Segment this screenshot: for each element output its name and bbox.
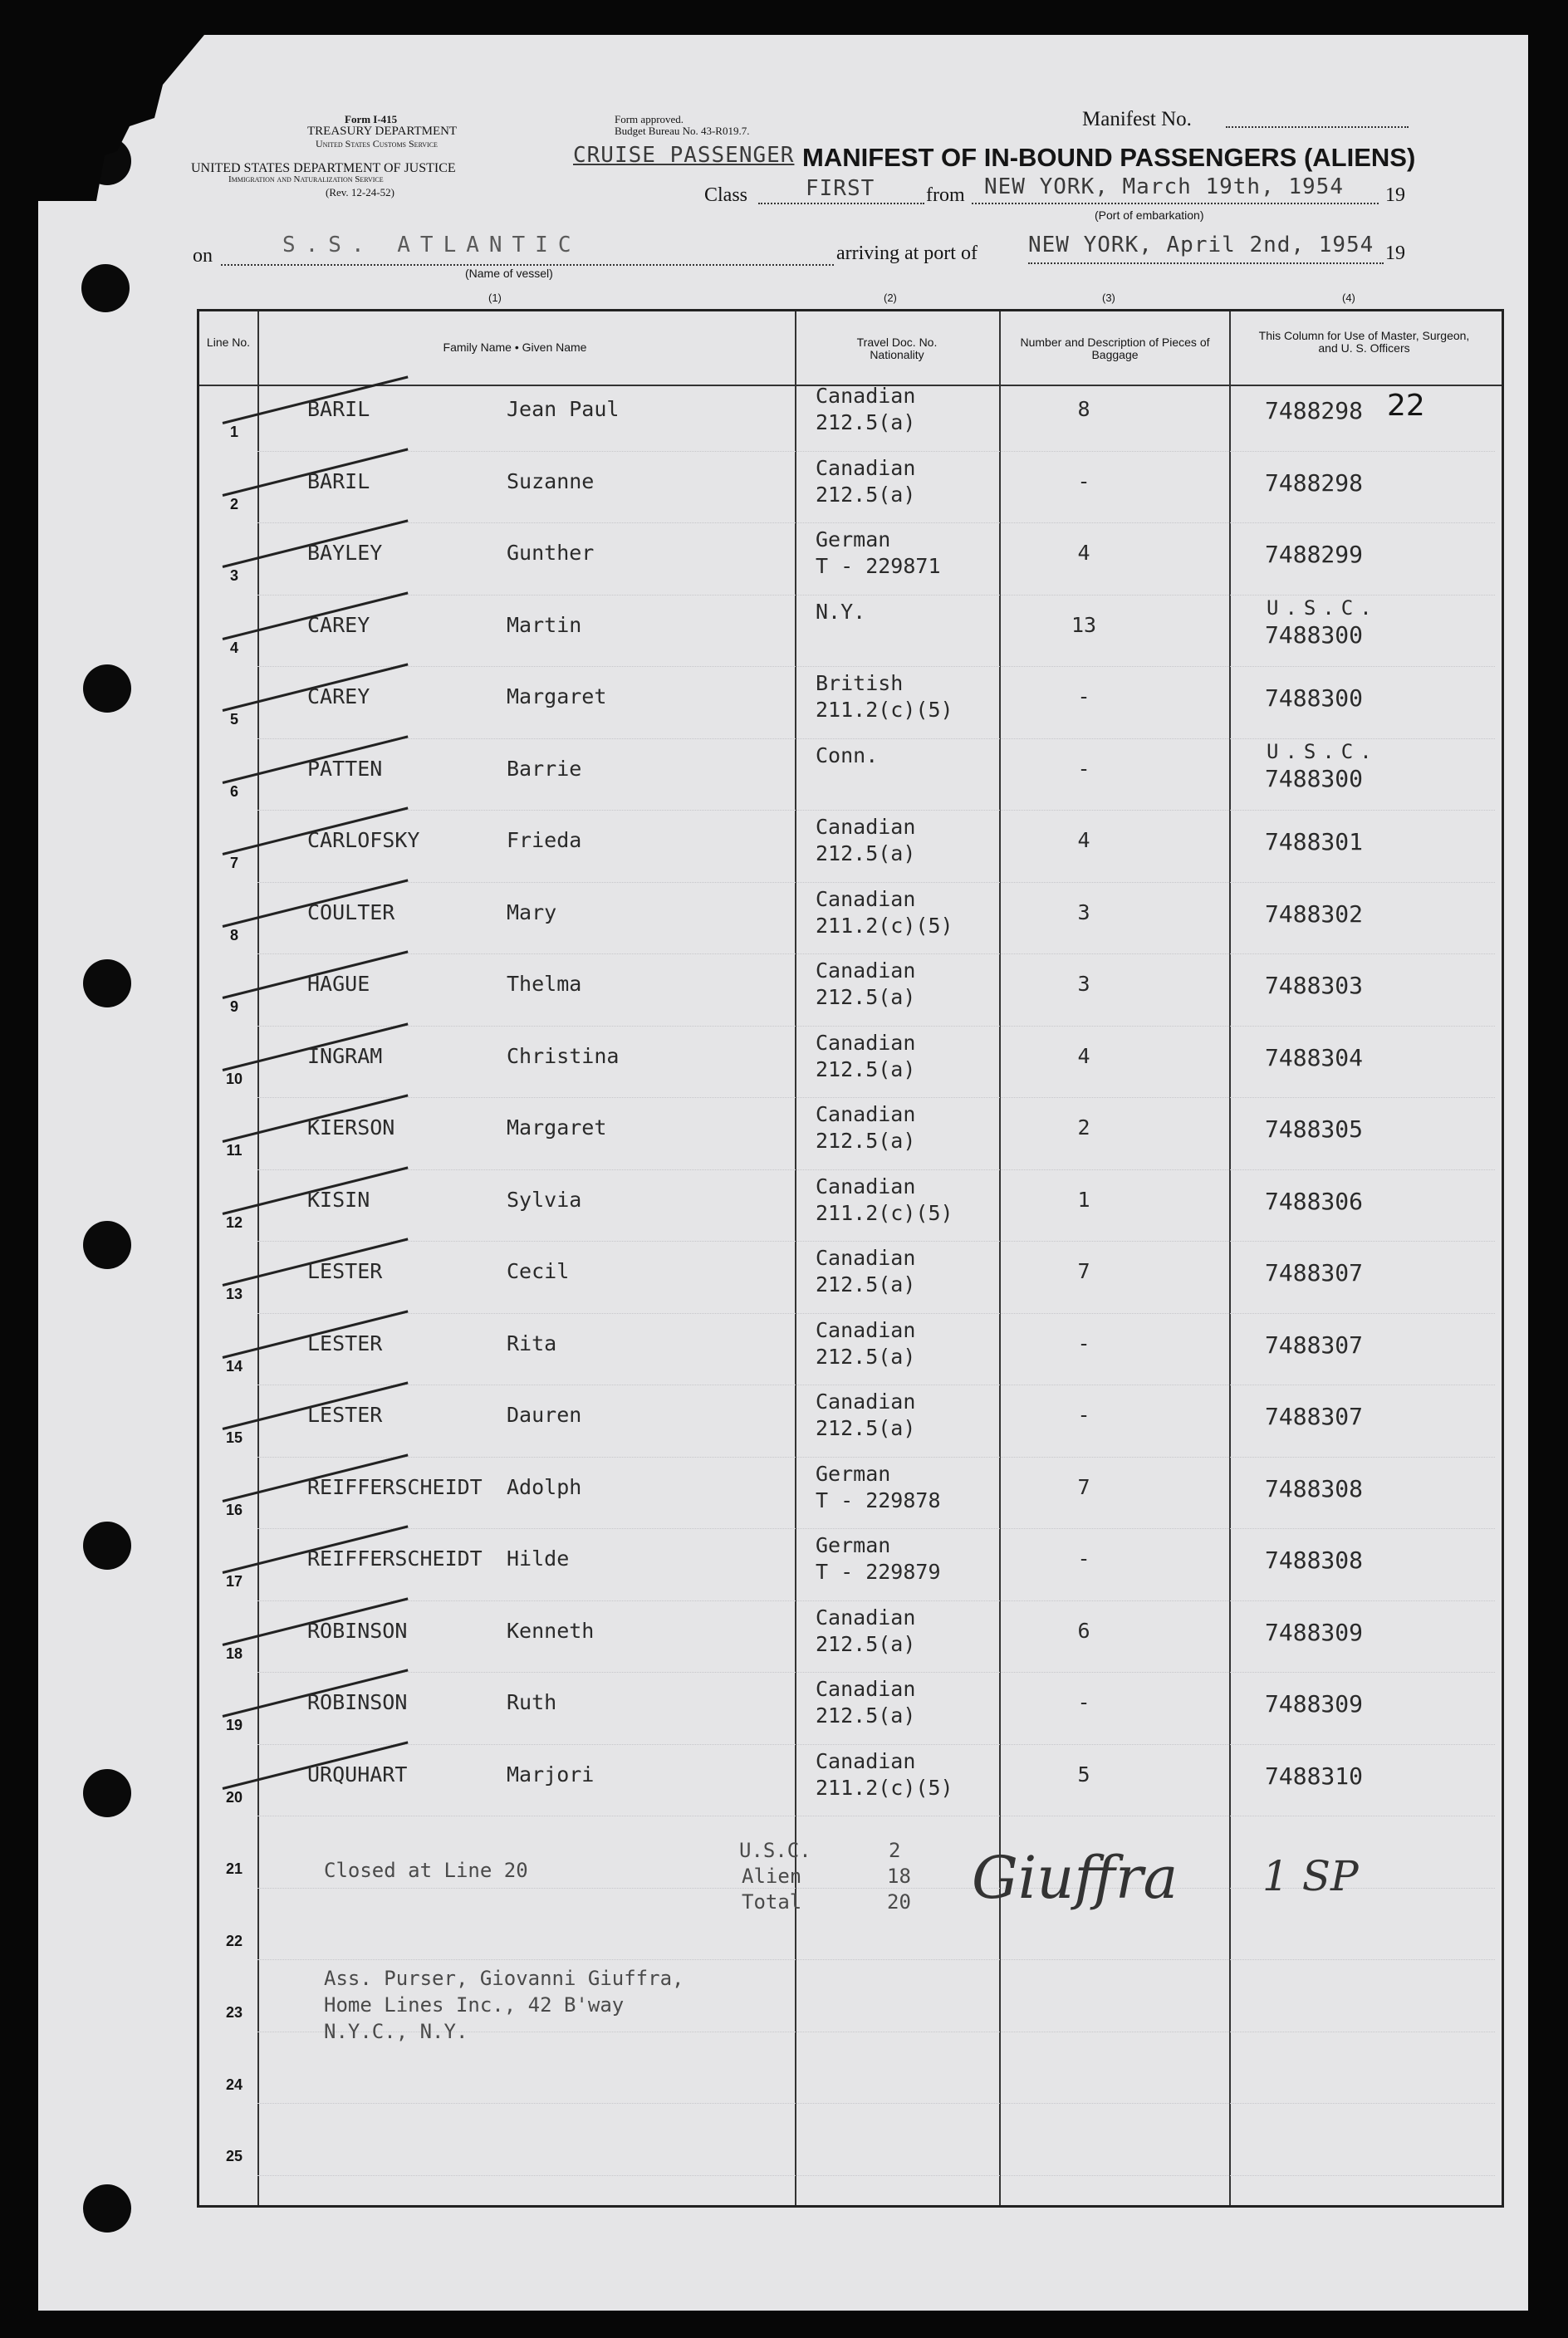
travel-doc-line-2: 212.5(a) [816,1631,916,1656]
col-name: Family Name • Given Name [443,341,587,354]
line-number: 2 [229,495,238,512]
passenger-given-name: Margaret [507,684,607,708]
row-separator [257,1600,1495,1601]
baggage-count: - [1077,468,1090,493]
line-number: 21 [225,1860,243,1877]
ins-label: Immigration and Naturalization Service [228,174,384,184]
passenger-given-name: Rita [507,1331,557,1355]
travel-doc-line-1: German [816,527,891,551]
passenger-family-name: LESTER [307,1403,383,1427]
officer-ticket-number: 7488300 [1265,620,1364,649]
purser-line-2: Home Lines Inc., 42 B'way [324,1993,625,2017]
travel-doc-line-1: Canadian [816,1246,916,1270]
travel-doc-line-1: German [816,1461,891,1486]
page-number: 22 [1387,389,1425,423]
travel-doc-line-1: Canadian [816,958,916,983]
officer-note: U.S.C. [1267,596,1379,620]
travel-doc-line-1: Canadian [816,815,916,839]
travel-doc-line-2: 211.2(c)(5) [816,913,953,938]
passenger-given-name: Gunther [507,541,595,565]
total-label: Total [742,1890,802,1914]
officer-ticket-number: 7488308 [1265,1546,1364,1574]
row-separator [257,1097,1495,1098]
passenger-given-name: Sylvia [507,1187,582,1212]
line-number: 9 [229,998,238,1015]
travel-doc-line-1: German [816,1533,891,1557]
row-separator [257,1672,1495,1673]
line-number: 13 [225,1286,243,1302]
travel-doc-line-1: Canadian [816,1748,916,1773]
line-number: 5 [229,711,238,728]
passenger-given-name: Thelma [507,972,582,996]
travel-doc-line-2: T - 229871 [816,554,941,578]
line-number: 19 [225,1717,243,1733]
budget-label: Budget Bureau No. 43-R019.7. [615,125,750,137]
row-separator [257,953,1495,954]
row-separator [257,1528,1495,1529]
row-separator [257,595,1495,596]
passenger-given-name: Ruth [507,1690,557,1714]
col-num-2: (2) [884,292,897,304]
row-separator [257,1241,1495,1242]
manifest-no-field [1226,126,1409,128]
passenger-family-name: LESTER [307,1259,383,1283]
passenger-family-name: BARIL [307,397,370,421]
travel-doc-line-2: 212.5(a) [816,1344,916,1369]
class-value: FIRST [806,176,875,201]
travel-doc-line-1: Canadian [816,1390,916,1414]
year-suffix-2: 19 [1385,243,1405,264]
punch-hole [83,2184,131,2233]
travel-doc-line-1: Canadian [816,886,916,911]
passenger-given-name: Kenneth [507,1618,595,1643]
officer-ticket-number: 7488308 [1265,1474,1364,1502]
travel-doc-line-2: 212.5(a) [816,841,916,865]
line-number: 24 [225,2076,243,2093]
passenger-family-name: PATTEN [307,756,383,781]
total-value: 20 [887,1890,911,1914]
col-baggage: Number and Description of Pieces of Baggage [1020,336,1210,361]
officer-ticket-number: 7488305 [1265,1115,1364,1143]
row-separator [257,666,1495,667]
punch-hole [83,1522,131,1570]
row-separator [257,2175,1495,2176]
passenger-given-name: Hilde [507,1546,570,1571]
punch-hole [83,664,131,713]
col-num-4: (4) [1342,292,1355,304]
purser-line-3: N.Y.C., N.Y. [324,2020,468,2043]
line-number: 22 [225,1932,243,1949]
treasury-label: TREASURY DEPARTMENT [307,125,458,138]
travel-doc-line-1: Canadian [816,1030,916,1055]
row-separator [257,2103,1495,2104]
officer-ticket-number: 7488310 [1265,1762,1364,1790]
baggage-count: - [1077,1403,1090,1427]
passenger-given-name: Dauren [507,1403,582,1427]
passenger-given-name: Martin [507,612,582,637]
port-embarkation-caption: (Port of embarkation) [1095,208,1204,222]
arriving-label: arriving at port of [836,243,978,264]
travel-doc-line-2: T - 229879 [816,1560,941,1584]
travel-doc-line-2: 211.2(c)(5) [816,1200,953,1225]
officer-ticket-number: 7488300 [1265,764,1364,792]
travel-doc-line-1: N.Y. [816,599,866,624]
passenger-given-name: Jean Paul [507,397,620,421]
row-separator [257,522,1495,523]
travel-doc-line-2: T - 229878 [816,1488,941,1512]
officer-ticket-number: 7488307 [1265,1259,1364,1287]
travel-doc-line-2: 211.2(c)(5) [816,1775,953,1800]
officer-ticket-number: 7488304 [1265,1043,1364,1071]
baggage-count: 7 [1077,1259,1090,1283]
baggage-count: 7 [1077,1474,1090,1499]
officer-ticket-number: 7488298 [1265,468,1364,497]
travel-doc-line-1: Canadian [816,455,916,480]
baggage-count: - [1077,1546,1090,1571]
line-number: 8 [229,926,238,944]
travel-doc-line-2: 212.5(a) [816,1056,916,1081]
passenger-given-name: Suzanne [507,468,595,493]
passenger-given-name: Adolph [507,1474,582,1499]
line-number: 15 [225,1429,243,1446]
cruise-passenger-stamp: CRUISE PASSENGER [573,143,795,168]
travel-doc-line-2: 212.5(a) [816,1272,916,1296]
row-separator [257,1457,1495,1458]
line-number: 3 [229,567,238,584]
baggage-count: 6 [1077,1618,1090,1643]
passenger-family-name: REIFFERSCHEIDT [307,1546,483,1571]
passenger-given-name: Barrie [507,756,582,781]
passenger-family-name: URQUHART [307,1762,408,1787]
line-number: 12 [225,1213,243,1231]
baggage-count: 3 [1077,899,1090,924]
col-num-1: (1) [488,292,502,304]
travel-doc-line-1: Canadian [816,1677,916,1701]
line-number: 23 [225,2004,243,2021]
passenger-family-name: COULTER [307,899,395,924]
officer-ticket-number: 7488298 [1265,397,1364,424]
passenger-family-name: BARIL [307,468,370,493]
vessel-value: S.S. ATLANTIC [282,233,581,257]
officer-ticket-number: 7488309 [1265,1690,1364,1718]
line-number: 18 [225,1644,243,1662]
passenger-family-name: HAGUE [307,972,370,996]
officer-ticket-number: 7488302 [1265,899,1364,928]
revision-label: (Rev. 12-24-52) [326,186,394,199]
row-separator [257,451,1495,452]
year-suffix: 19 [1385,184,1405,206]
passenger-family-name: KIERSON [307,1115,395,1140]
row-separator [257,810,1495,811]
row-separator [257,1026,1495,1027]
col-line-no: Line No. [206,336,251,349]
travel-doc-line-2: 211.2(c)(5) [816,698,953,722]
passenger-given-name: Mary [507,899,557,924]
travel-doc-line-2: 212.5(a) [816,1416,916,1440]
manifest-no-label: Manifest No. [1082,108,1192,130]
punch-hole [83,959,131,1007]
passenger-family-name: CAREY [307,684,370,708]
on-label: on [193,245,213,267]
travel-doc-line-1: British [816,671,904,695]
officer-ticket-number: 7488306 [1265,1187,1364,1215]
baggage-count: 4 [1077,1043,1090,1068]
closed-note: Closed at Line 20 [324,1859,528,1882]
line-number: 1 [229,424,238,440]
officer-ticket-number: 7488307 [1265,1331,1364,1359]
passenger-given-name: Frieda [507,828,582,852]
passenger-given-name: Marjori [507,1762,595,1787]
baggage-count: 5 [1077,1762,1090,1787]
travel-doc-line-1: Canadian [816,1102,916,1126]
row-separator [257,1959,1495,1960]
baggage-count: 1 [1077,1187,1090,1212]
baggage-count: 3 [1077,972,1090,996]
class-field-line [758,203,924,204]
usc-value: 2 [889,1839,901,1862]
passenger-family-name: BAYLEY [307,541,383,565]
row-separator [257,1744,1495,1745]
travel-doc-line-2: 212.5(a) [816,410,916,434]
form-number: Form I-415 [345,113,398,125]
passenger-family-name: REIFFERSCHEIDT [307,1474,483,1499]
officer-initials: 1 SP [1262,1852,1359,1900]
punch-hole [81,264,130,312]
class-label: Class [704,184,748,206]
passenger-given-name: Cecil [507,1259,570,1283]
passenger-family-name: LESTER [307,1331,383,1355]
travel-doc-line-2: 212.5(a) [816,1703,916,1728]
line-number: 4 [229,639,238,656]
travel-doc-line-2: 212.5(a) [816,985,916,1009]
row-separator [257,738,1495,739]
travel-doc-line-1: Canadian [816,1317,916,1342]
line-number: 7 [229,855,238,871]
col-officers: This Column for Use of Master, Surgeon, and U. S. Officers [1258,329,1470,355]
row-separator [257,1169,1495,1170]
officer-ticket-number: 7488301 [1265,828,1364,855]
col-num-3: (3) [1102,292,1115,304]
line-number: 6 [229,782,238,800]
officer-ticket-number: 7488300 [1265,684,1364,712]
travel-doc-line-1: Conn. [816,743,879,767]
officer-ticket-number: 7488307 [1265,1403,1364,1430]
approved-label: Form approved. [615,113,684,125]
col-doc: Travel Doc. No. Nationality [856,336,938,361]
baggage-count: 4 [1077,828,1090,852]
alien-value: 18 [887,1865,911,1888]
travel-doc-line-2: 212.5(a) [816,482,916,507]
line-number: 20 [225,1788,243,1806]
officer-ticket-number: 7488299 [1265,541,1364,568]
line-number: 10 [225,1070,243,1087]
from-value: NEW YORK, March 19th, 1954 [984,174,1344,199]
baggage-count: 2 [1077,1115,1090,1140]
usc-label: U.S.C. [739,1839,811,1862]
officer-ticket-number: 7488309 [1265,1618,1364,1646]
arriving-field-line [1028,262,1384,264]
passenger-given-name: Christina [507,1043,620,1068]
arriving-value: NEW YORK, April 2nd, 1954 [1028,233,1374,257]
line-number: 11 [226,1142,243,1159]
line-number: 25 [225,2148,243,2164]
passenger-given-name: Margaret [507,1115,607,1140]
passenger-family-name: CARLOFSKY [307,828,420,852]
baggage-count: 8 [1077,397,1090,421]
passenger-family-name: INGRAM [307,1043,383,1068]
passenger-family-name: ROBINSON [307,1618,408,1643]
baggage-count: - [1077,756,1090,781]
travel-doc-line-1: Canadian [816,1174,916,1198]
travel-doc-line-1: Canadian [816,384,916,408]
torn-corner-shape [38,35,204,201]
baggage-count: - [1077,1331,1090,1355]
punch-hole [83,1221,131,1269]
baggage-count: 4 [1077,541,1090,565]
baggage-count: 13 [1071,612,1097,637]
alien-label: Alien [742,1865,802,1888]
passenger-family-name: CAREY [307,612,370,637]
purser-line-1: Ass. Purser, Giovanni Giuffra, [324,1967,684,1990]
line-number: 17 [225,1573,243,1590]
officer-ticket-number: 7488303 [1265,972,1364,999]
row-separator [257,1313,1495,1314]
purser-signature: Giuffra [972,1844,1178,1912]
row-separator [257,882,1495,883]
passenger-family-name: KISIN [307,1187,370,1212]
officer-note: U.S.C. [1267,739,1379,763]
line-number: 16 [225,1501,243,1518]
from-label: from [926,184,965,206]
vessel-caption: (Name of vessel) [465,267,553,280]
vessel-field-line [221,264,834,266]
customs-label: United States Customs Service [316,138,438,149]
line-number: 14 [225,1357,243,1375]
baggage-count: - [1077,1690,1090,1714]
travel-doc-line-2: 212.5(a) [816,1129,916,1153]
justice-label: UNITED STATES DEPARTMENT OF JUSTICE [191,161,456,175]
manifest-title: MANIFEST OF IN-BOUND PASSENGERS (ALIENS) [802,143,1416,172]
from-field-line [972,203,1379,204]
travel-doc-line-1: Canadian [816,1605,916,1630]
punch-hole [83,1769,131,1817]
baggage-count: - [1077,684,1090,708]
passenger-family-name: ROBINSON [307,1690,408,1714]
